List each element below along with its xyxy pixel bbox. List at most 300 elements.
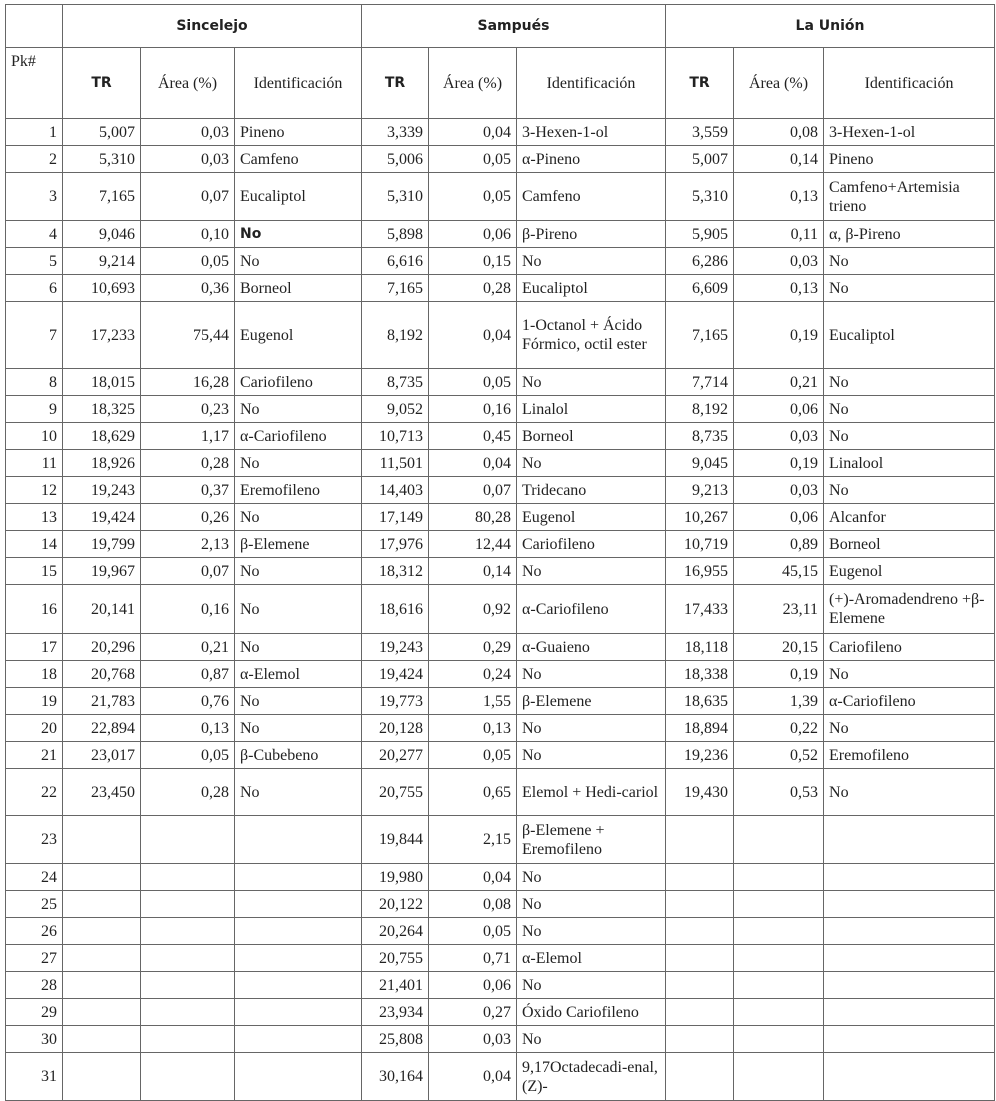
- identification-cell: [235, 1053, 362, 1101]
- identification-cell: No: [235, 450, 362, 477]
- area-cell: [734, 972, 824, 999]
- pk-cell: 15: [6, 558, 63, 585]
- identification-cell: 3-Hexen-1-ol: [517, 119, 666, 146]
- identification-cell: Eremofileno: [235, 477, 362, 504]
- tr-cell: [63, 945, 141, 972]
- pk-cell: 21: [6, 742, 63, 769]
- area-cell: 0,92: [429, 585, 517, 634]
- table-row: [6, 918, 995, 945]
- area-cell: 0,16: [141, 585, 235, 634]
- pk-cell: 10: [6, 423, 63, 450]
- tr-header: TR: [63, 48, 141, 119]
- tr-cell: 25,808: [362, 1026, 429, 1053]
- tr-cell: 19,980: [362, 864, 429, 891]
- tr-cell: 18,312: [362, 558, 429, 585]
- area-cell: [734, 1026, 824, 1053]
- location-header-row: [6, 5, 995, 48]
- area-cell: 20,15: [734, 634, 824, 661]
- identification-cell: α-Guaieno: [517, 634, 666, 661]
- identification-cell: No: [824, 369, 995, 396]
- tr-cell: 20,768: [63, 661, 141, 688]
- tr-cell: 22,894: [63, 715, 141, 742]
- pk-cell: 19: [6, 688, 63, 715]
- identification-cell: α-Cariofileno: [517, 585, 666, 634]
- table-row: [6, 715, 995, 742]
- table-row: [6, 302, 995, 369]
- area-cell: 1,17: [141, 423, 235, 450]
- identification-cell: β-Cubebeno: [235, 742, 362, 769]
- table-row: [6, 661, 995, 688]
- tr-cell: 19,967: [63, 558, 141, 585]
- pk-cell: 9: [6, 396, 63, 423]
- identification-cell: No: [235, 221, 362, 248]
- tr-cell: 20,141: [63, 585, 141, 634]
- area-cell: 0,07: [141, 173, 235, 221]
- tr-cell: [666, 1053, 734, 1101]
- area-cell: 0,87: [141, 661, 235, 688]
- tr-cell: [63, 816, 141, 864]
- identification-cell: No: [824, 248, 995, 275]
- area-cell: 0,13: [141, 715, 235, 742]
- area-cell: 0,36: [141, 275, 235, 302]
- tr-cell: 19,430: [666, 769, 734, 816]
- area-cell: 0,53: [734, 769, 824, 816]
- tr-cell: 18,338: [666, 661, 734, 688]
- identification-cell: Eremofileno: [824, 742, 995, 769]
- pk-cell: 7: [6, 302, 63, 369]
- area-cell: [734, 918, 824, 945]
- column-header-row: [6, 48, 995, 119]
- tr-cell: 17,433: [666, 585, 734, 634]
- area-header: Área (%): [429, 48, 517, 119]
- identification-cell: No: [235, 558, 362, 585]
- tr-cell: 20,755: [362, 769, 429, 816]
- identification-cell: No: [235, 688, 362, 715]
- area-cell: [141, 999, 235, 1026]
- tr-cell: 17,233: [63, 302, 141, 369]
- identification-cell: Eugenol: [235, 302, 362, 369]
- table-row: [6, 173, 995, 221]
- table-row: [6, 864, 995, 891]
- identification-cell: β-Pireno: [517, 221, 666, 248]
- tr-cell: 19,799: [63, 531, 141, 558]
- area-cell: 0,10: [141, 221, 235, 248]
- pk-cell: 23: [6, 816, 63, 864]
- tr-cell: 5,007: [63, 119, 141, 146]
- area-cell: 0,03: [734, 423, 824, 450]
- identification-cell: 9,17Octadecadi-enal, (Z)-: [517, 1053, 666, 1101]
- tr-cell: 20,296: [63, 634, 141, 661]
- tr-cell: 30,164: [362, 1053, 429, 1101]
- area-cell: 1,39: [734, 688, 824, 715]
- identification-cell: [235, 816, 362, 864]
- identification-cell: No: [824, 423, 995, 450]
- identification-cell: Pineno: [824, 146, 995, 173]
- tr-cell: 19,236: [666, 742, 734, 769]
- area-cell: 45,15: [734, 558, 824, 585]
- identification-cell: Camfeno: [235, 146, 362, 173]
- tr-cell: 10,267: [666, 504, 734, 531]
- identification-cell: [235, 945, 362, 972]
- pk-cell: 26: [6, 918, 63, 945]
- area-cell: 0,89: [734, 531, 824, 558]
- identification-cell: [235, 1026, 362, 1053]
- area-cell: [734, 816, 824, 864]
- table-row: [6, 688, 995, 715]
- table-row: [6, 275, 995, 302]
- tr-header: TR: [362, 48, 429, 119]
- area-cell: 0,14: [734, 146, 824, 173]
- pk-cell: 2: [6, 146, 63, 173]
- table-row: [6, 945, 995, 972]
- identification-cell: No: [235, 585, 362, 634]
- identification-cell: No: [235, 715, 362, 742]
- area-cell: 0,04: [429, 450, 517, 477]
- table-row: [6, 1026, 995, 1053]
- area-header: Área (%): [141, 48, 235, 119]
- area-cell: 0,07: [141, 558, 235, 585]
- identification-cell: [824, 1026, 995, 1053]
- identification-cell: Cariofileno: [235, 369, 362, 396]
- area-cell: 0,26: [141, 504, 235, 531]
- pk-cell: 3: [6, 173, 63, 221]
- table-row: [6, 972, 995, 999]
- identification-cell: No: [824, 769, 995, 816]
- area-cell: [141, 864, 235, 891]
- area-cell: 0,21: [141, 634, 235, 661]
- tr-cell: 7,165: [362, 275, 429, 302]
- tr-cell: [63, 864, 141, 891]
- area-cell: 0,05: [429, 173, 517, 221]
- area-cell: 0,21: [734, 369, 824, 396]
- tr-cell: 19,243: [63, 477, 141, 504]
- tr-cell: 23,934: [362, 999, 429, 1026]
- area-cell: 0,05: [141, 742, 235, 769]
- identification-cell: 3-Hexen-1-ol: [824, 119, 995, 146]
- identification-cell: [824, 1053, 995, 1101]
- area-cell: 0,06: [429, 972, 517, 999]
- pk-cell: 20: [6, 715, 63, 742]
- area-cell: [141, 816, 235, 864]
- tr-cell: 7,165: [666, 302, 734, 369]
- identification-cell: No: [824, 275, 995, 302]
- table-row: [6, 146, 995, 173]
- tr-cell: 5,898: [362, 221, 429, 248]
- tr-cell: 18,118: [666, 634, 734, 661]
- identification-cell: Linalool: [824, 450, 995, 477]
- area-cell: [141, 972, 235, 999]
- area-cell: 0,24: [429, 661, 517, 688]
- tr-cell: 9,214: [63, 248, 141, 275]
- identification-cell: Eucaliptol: [824, 302, 995, 369]
- identification-cell: No: [235, 248, 362, 275]
- tr-cell: 19,243: [362, 634, 429, 661]
- area-cell: [141, 918, 235, 945]
- area-cell: [734, 945, 824, 972]
- tr-cell: 20,128: [362, 715, 429, 742]
- corner-cell: [6, 5, 63, 48]
- pk-cell: 5: [6, 248, 63, 275]
- pk-cell: 4: [6, 221, 63, 248]
- identification-cell: No: [517, 742, 666, 769]
- identification-cell: Camfeno: [517, 173, 666, 221]
- pk-cell: 30: [6, 1026, 63, 1053]
- identification-cell: Eugenol: [824, 558, 995, 585]
- pk-cell: 12: [6, 477, 63, 504]
- area-cell: 0,04: [429, 1053, 517, 1101]
- pk-cell: 28: [6, 972, 63, 999]
- identification-cell: α-Elemol: [235, 661, 362, 688]
- tr-cell: [63, 918, 141, 945]
- identification-cell: α-Elemol: [517, 945, 666, 972]
- area-cell: [734, 864, 824, 891]
- identification-cell: No: [235, 769, 362, 816]
- area-cell: 0,06: [734, 504, 824, 531]
- pk-cell: 27: [6, 945, 63, 972]
- tr-cell: 18,926: [63, 450, 141, 477]
- tr-cell: 9,213: [666, 477, 734, 504]
- area-cell: 0,05: [429, 918, 517, 945]
- pk-cell: 16: [6, 585, 63, 634]
- identification-cell: Borneol: [517, 423, 666, 450]
- tr-cell: 18,629: [63, 423, 141, 450]
- tr-cell: 21,401: [362, 972, 429, 999]
- tr-cell: 9,045: [666, 450, 734, 477]
- area-cell: 0,04: [429, 119, 517, 146]
- tr-cell: 16,955: [666, 558, 734, 585]
- tr-cell: [666, 1026, 734, 1053]
- tr-cell: [666, 816, 734, 864]
- table-row: [6, 1053, 995, 1101]
- tr-cell: 19,424: [63, 504, 141, 531]
- area-cell: 0,23: [141, 396, 235, 423]
- tr-header: TR: [666, 48, 734, 119]
- compounds-table: [5, 4, 995, 1101]
- tr-cell: 17,976: [362, 531, 429, 558]
- pk-cell: 31: [6, 1053, 63, 1101]
- identification-cell: Eucaliptol: [235, 173, 362, 221]
- tr-cell: [63, 1026, 141, 1053]
- area-cell: 0,07: [429, 477, 517, 504]
- area-cell: 0,13: [734, 275, 824, 302]
- area-cell: 0,28: [141, 450, 235, 477]
- identification-cell: α-Cariofileno: [824, 688, 995, 715]
- identification-cell: No: [235, 396, 362, 423]
- table-row: [6, 769, 995, 816]
- location-header-sampues: Sampués: [362, 5, 666, 48]
- area-cell: 0,65: [429, 769, 517, 816]
- identification-cell: No: [517, 369, 666, 396]
- tr-cell: 5,310: [362, 173, 429, 221]
- identification-cell: No: [517, 558, 666, 585]
- tr-cell: 10,693: [63, 275, 141, 302]
- tr-cell: 17,149: [362, 504, 429, 531]
- table-body: [6, 119, 995, 1101]
- tr-cell: [666, 891, 734, 918]
- identification-cell: No: [235, 634, 362, 661]
- tr-cell: [666, 864, 734, 891]
- identification-cell: No: [517, 972, 666, 999]
- tr-cell: 6,286: [666, 248, 734, 275]
- tr-cell: 20,122: [362, 891, 429, 918]
- tr-cell: 23,450: [63, 769, 141, 816]
- tr-cell: 18,015: [63, 369, 141, 396]
- area-cell: 0,05: [429, 742, 517, 769]
- identification-cell: [824, 816, 995, 864]
- area-cell: 0,28: [141, 769, 235, 816]
- area-cell: [141, 891, 235, 918]
- area-cell: 12,44: [429, 531, 517, 558]
- pk-cell: 18: [6, 661, 63, 688]
- pk-cell: 25: [6, 891, 63, 918]
- area-cell: [141, 1053, 235, 1101]
- tr-cell: 23,017: [63, 742, 141, 769]
- area-cell: 0,05: [429, 369, 517, 396]
- identification-cell: No: [517, 661, 666, 688]
- tr-cell: [666, 918, 734, 945]
- area-cell: 2,15: [429, 816, 517, 864]
- tr-cell: 11,501: [362, 450, 429, 477]
- table-row: [6, 999, 995, 1026]
- area-cell: [734, 891, 824, 918]
- tr-cell: 14,403: [362, 477, 429, 504]
- table-row: [6, 585, 995, 634]
- identification-cell: No: [517, 450, 666, 477]
- tr-cell: 3,339: [362, 119, 429, 146]
- table-row: [6, 423, 995, 450]
- tr-cell: 8,192: [362, 302, 429, 369]
- table-row: [6, 119, 995, 146]
- area-cell: 0,04: [429, 864, 517, 891]
- tr-cell: 5,006: [362, 146, 429, 173]
- area-cell: 0,15: [429, 248, 517, 275]
- area-cell: 0,13: [734, 173, 824, 221]
- identification-cell: No: [824, 661, 995, 688]
- area-cell: 0,19: [734, 661, 824, 688]
- area-cell: 0,76: [141, 688, 235, 715]
- identification-cell: Óxido Cariofileno: [517, 999, 666, 1026]
- pk-cell: 8: [6, 369, 63, 396]
- area-cell: [734, 1053, 824, 1101]
- identification-cell: No: [824, 715, 995, 742]
- tr-cell: 3,559: [666, 119, 734, 146]
- tr-cell: 8,192: [666, 396, 734, 423]
- table-row: [6, 531, 995, 558]
- tr-cell: 20,264: [362, 918, 429, 945]
- table-row: [6, 816, 995, 864]
- identification-cell: Borneol: [235, 275, 362, 302]
- tr-cell: 18,635: [666, 688, 734, 715]
- identification-header: Identificación: [824, 48, 995, 119]
- table-row: [6, 248, 995, 275]
- identification-header: Identificación: [235, 48, 362, 119]
- area-cell: 0,06: [429, 221, 517, 248]
- tr-cell: [63, 1053, 141, 1101]
- area-cell: 0,03: [141, 146, 235, 173]
- area-cell: 0,06: [734, 396, 824, 423]
- area-cell: 0,08: [734, 119, 824, 146]
- identification-cell: Tridecano: [517, 477, 666, 504]
- area-cell: 1,55: [429, 688, 517, 715]
- area-cell: 0,05: [141, 248, 235, 275]
- area-header: Área (%): [734, 48, 824, 119]
- area-cell: 0,03: [734, 248, 824, 275]
- identification-cell: β-Elemene + Eremofileno: [517, 816, 666, 864]
- identification-cell: [235, 918, 362, 945]
- tr-cell: 9,046: [63, 221, 141, 248]
- tr-cell: 19,424: [362, 661, 429, 688]
- table-row: [6, 369, 995, 396]
- area-cell: 16,28: [141, 369, 235, 396]
- identification-cell: α-Pineno: [517, 146, 666, 173]
- table-row: [6, 450, 995, 477]
- tr-cell: [63, 999, 141, 1026]
- tr-cell: 8,735: [362, 369, 429, 396]
- pk-cell: 11: [6, 450, 63, 477]
- identification-cell: [824, 891, 995, 918]
- identification-cell: No: [517, 918, 666, 945]
- table-row: [6, 558, 995, 585]
- identification-cell: [235, 972, 362, 999]
- tr-cell: 18,894: [666, 715, 734, 742]
- table-row: [6, 634, 995, 661]
- tr-cell: 6,616: [362, 248, 429, 275]
- location-header-la-union: La Unión: [666, 5, 995, 48]
- pk-header: Pk#: [6, 48, 63, 119]
- pk-cell: 22: [6, 769, 63, 816]
- identification-cell: α, β-Pireno: [824, 221, 995, 248]
- area-cell: 0,04: [429, 302, 517, 369]
- tr-cell: [63, 891, 141, 918]
- area-cell: 0,13: [429, 715, 517, 742]
- area-cell: [141, 945, 235, 972]
- identification-cell: α-Cariofileno: [235, 423, 362, 450]
- identification-cell: No: [517, 891, 666, 918]
- identification-header: Identificación: [517, 48, 666, 119]
- area-cell: 0,05: [429, 146, 517, 173]
- tr-cell: [666, 999, 734, 1026]
- tr-cell: [666, 945, 734, 972]
- tr-cell: 8,735: [666, 423, 734, 450]
- identification-cell: [235, 864, 362, 891]
- identification-cell: [824, 972, 995, 999]
- identification-cell: Eugenol: [517, 504, 666, 531]
- tr-cell: 20,277: [362, 742, 429, 769]
- tr-cell: 18,616: [362, 585, 429, 634]
- area-cell: 0,71: [429, 945, 517, 972]
- area-cell: 0,45: [429, 423, 517, 450]
- table-row: [6, 221, 995, 248]
- identification-cell: Linalol: [517, 396, 666, 423]
- identification-cell: No: [517, 1026, 666, 1053]
- table-row: [6, 742, 995, 769]
- identification-cell: Alcanfor: [824, 504, 995, 531]
- identification-cell: β-Elemene: [235, 531, 362, 558]
- identification-cell: [824, 864, 995, 891]
- area-cell: [141, 1026, 235, 1053]
- area-cell: 0,27: [429, 999, 517, 1026]
- pk-cell: 24: [6, 864, 63, 891]
- area-cell: 0,11: [734, 221, 824, 248]
- tr-cell: 19,773: [362, 688, 429, 715]
- identification-cell: β-Elemene: [517, 688, 666, 715]
- tr-cell: 10,719: [666, 531, 734, 558]
- tr-cell: 5,007: [666, 146, 734, 173]
- tr-cell: 18,325: [63, 396, 141, 423]
- area-cell: 23,11: [734, 585, 824, 634]
- area-cell: 75,44: [141, 302, 235, 369]
- area-cell: 0,03: [429, 1026, 517, 1053]
